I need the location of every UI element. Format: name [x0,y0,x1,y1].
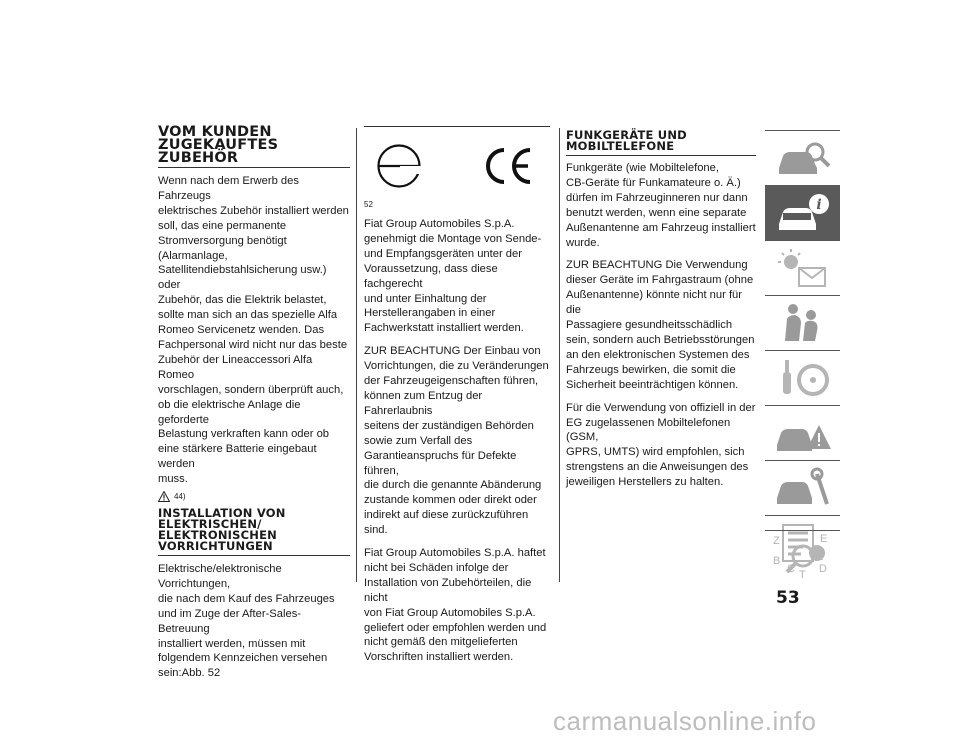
car-wrench-icon [773,466,833,510]
car-info-icon [773,190,833,234]
heading-underline [158,167,350,168]
tab-car-info[interactable] [765,185,840,240]
paragraph-installation: Elektrische/elektronische Vorrichtungen, die nach dem Kauf des Fahrzeuges und im Zuge der After-Sales-Betreuung installiert werden, müssen mit folgendem Kennzeichen versehen sein:Abb. 52 [158,563,335,680]
index-letter-t: T [799,569,806,581]
tab-car-search[interactable] [765,130,840,185]
index-letter-a: A [813,547,824,563]
svg-text:i: i [816,197,822,213]
index-letter-d: D [819,563,827,575]
heading-underline [158,555,350,556]
car-search-icon [773,136,833,180]
e-mark-icon [376,143,422,189]
tab-seatbelt-airbag[interactable] [765,295,840,350]
heading-funkgeraete: FUNKGERÄTE UND MOBILTELEFONE [566,128,687,153]
key-steering-icon [773,356,833,400]
index-letter-e: E [820,533,828,545]
paragraph-genehmigung: Fiat Group Automobiles S.p.A. genehmigt die Montage von Sende- und Empfangsgeräten unter der Voraussetzung, dass diese fachgerecht und unter Einhaltung der Herstellerangaben in einer Fachwerkstatt installiert werden. [364,218,542,335]
seatbelt-airbag-icon [773,301,833,345]
paragraph-beachtung-geraete: ZUR BEACHTUNG Die Verwendung dieser Geräte im Fahrgastraum (ohne Außenantenne) könnte nicht nur für die Passagiere gesundheitsschädlich sein, sondern auch Betriebsstörungen an den elektronischen Systemen des Fahrzeugs bewirken, die somit die Sicherheit beeinträchtigen können. [566,259,755,391]
index-letter-c: C [787,563,795,575]
index-letter-z: Z [773,535,780,547]
tab-light-mail[interactable] [765,240,840,295]
car-warning-icon [773,411,833,455]
tab-key-steering[interactable] [765,350,840,405]
figure-label: 52 [364,200,373,209]
page-number: 53 [776,588,800,608]
warning-triangle-icon [158,491,170,502]
tab-car-wrench[interactable] [765,460,840,515]
paragraph-beachtung-einbau: ZUR BEACHTUNG Der Einbau von Vorrichtungen, die zu Veränderungen der Fahrzeugeigenschaften führen, können zum Entzug der Fahrerlaubnis seitens der zuständigen Behörden sowie zum Verfall des Garantieanspruchs für Defekte führen, die durch die genannte Abänderung zustande kommen oder direkt oder indirekt auf diese zurückzuführen sind. [364,345,549,537]
tab-alphabetical-index[interactable] [765,530,840,584]
column-divider [559,128,560,582]
heading-installation: INSTALLATION VON ELEKTRISCHEN/ ELEKTRONISCHEN VORRICHTUNGEN [158,506,286,554]
figure-52 [364,127,550,197]
column-left [158,126,350,681]
paragraph-zubehoer: Wenn nach dem Erwerb des Fahrzeugs elektrisches Zubehör installiert werden soll, das eine permanente Stromversorgung benötigt (Alarmanlage, Satellitendiebstahlsicherung usw.) oder Zubehör, das die Elektrik belastet, sollte man sich an das spezielle Alfa Romeo Servicenetz wenden. Das Fachpersonal wird nicht nur das beste Zubehör der Lineaccessori Alfa Romeo vorschlagen, sondern überprüft auch, ob die elektrische Anlage die geforderte Belastung verkraften kann oder ob eine stärkere Batterie eingebaut werden muss. [158,175,349,486]
paragraph-haftung: Fiat Group Automobiles S.p.A. haftet nicht bei Schäden infolge der Installation von Zubehörteilen, die nicht von Fiat Group Automobiles S.p.A. geliefert oder empfohlen werden und nicht gemäß den mitgelieferten Vorschriften installiert werden. [364,547,547,664]
index-letter-b: B [773,555,781,567]
paragraph-mobiltelefone: Für die Verwendung von offiziell in der EG zugelassenen Mobiltelefonen (GSM, GPRS, UMTS) wird empfohlen, sich strengstens an die Anweisungen des jeweiligen Herstellers zu halten. [566,401,756,489]
ce-mark-icon [482,147,534,185]
column-middle [364,126,550,665]
tab-car-warning[interactable] [765,405,840,460]
warning-reference [158,491,350,502]
warning-ref-number: 44) [174,492,186,502]
light-mail-icon [773,246,833,290]
column-divider [356,128,357,582]
paragraph-funkgeraete: Funkgeräte (wie Mobiltelefone, CB-Geräte für Funkamateure o. Ä.) dürfen im Fahrzeuginneren nur dann benutzt werden, wenn eine separate Außenantenne am Fahrzeug installiert wurde. [566,162,756,249]
heading-vom-kunden: VOM KUNDEN ZUGEKAUFTES ZUBEHÖR [158,124,279,166]
heading-underline [566,155,756,156]
watermark: carmanualsonline.info [553,706,817,736]
column-right [566,126,756,490]
